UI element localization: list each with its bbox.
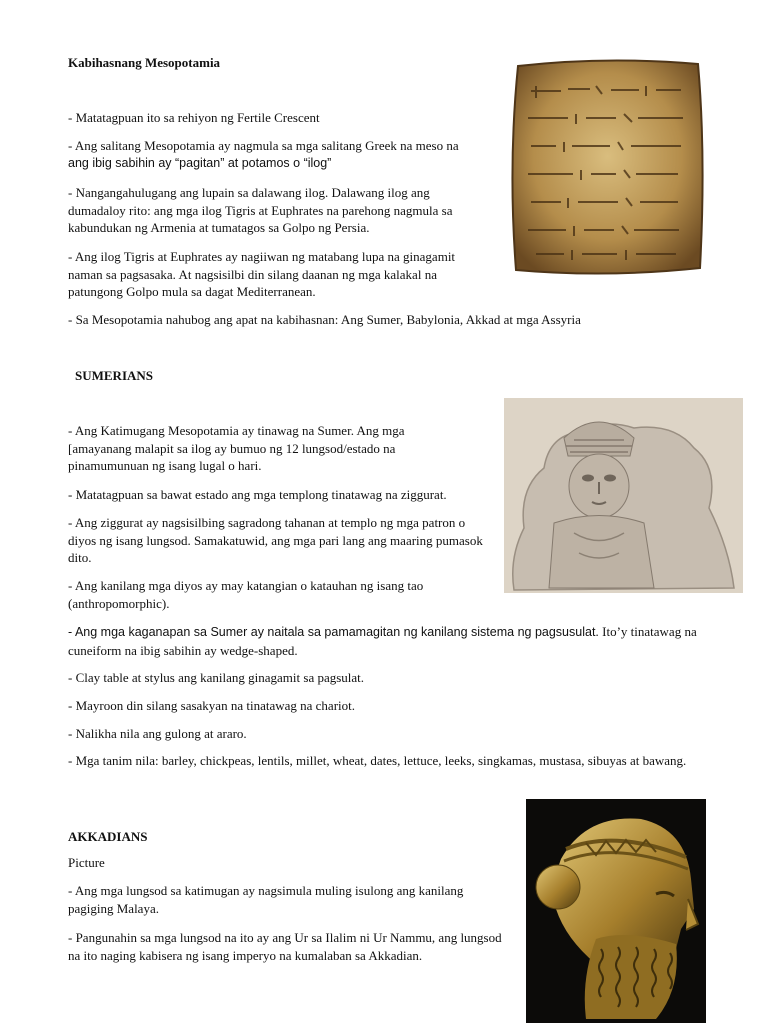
paragraph-line: - Ang salitang Mesopotamia ay nagmula sa mga salitang Greek na meso na [68, 138, 459, 153]
paragraph: - Pangunahin sa mga lungsod na ito ay ang Ur sa Ilalim ni Ur Nammu, ang lungsod na ito naging kabisera ng isang imperyo na kumalaban sa Akkadian. [68, 930, 502, 963]
akkadian-head-image [526, 799, 706, 1023]
paragraph: - Ang kanilang mga diyos ay may katangian o katauhan ng isang tao (anthropomorphic). [68, 578, 424, 611]
paragraph: - Clay table at stylus ang kanilang ginagamit sa pagsulat. [68, 670, 365, 685]
paragraph: - Matatagpuan sa bawat estado ang mga templong tinatawag na ziggurat. [68, 487, 447, 502]
paragraph-span: Ito’y tinatawag na cuneiform na ibig sabihin ay wedge-shaped. [68, 624, 697, 658]
paragraph: - Ang mga lungsod sa katimugan ay nagsimula muling isulong ang kanilang pagiging Malaya. [68, 883, 464, 916]
paragraph [68, 623, 708, 659]
paragraph: - Nangangahulugang ang lupain sa dalawang ilog. Dalawang ilog ang dumadaloy rito: ang mga ilog Tigris at Euphrates na parehong nagmula sa kabundukan ng Armenia at tumatagos sa Golpo ng Persia. [68, 185, 453, 235]
paragraph [68, 137, 493, 172]
bronze-head-icon [526, 799, 706, 1023]
sumerian-relief-image [504, 398, 743, 593]
paragraph: - Matatagpuan ito sa rehiyon ng Fertile Crescent [68, 110, 320, 125]
paragraph: - Ang Katimugang Mesopotamia ay tinawag na Sumer. Ang mga [amayanang malapit sa ilog ay bumuo ng 12 lungsod/estado na pinamumunuan ng isang lugal o hari. [68, 423, 405, 473]
paragraph-span: - Ang mga kaganapan sa Sumer ay naitala sa pamamagitan ng kanilang sistema ng pagsusulat. [68, 625, 599, 639]
clay-tablet-image [506, 56, 708, 278]
heading-sumerians: SUMERIANS [75, 368, 154, 383]
clay-tablet-icon [506, 56, 708, 278]
heading-mesopotamia: Kabihasnang Mesopotamia [68, 55, 221, 70]
paragraph: - Ang ziggurat ay nagsisilbing sagradong tahanan at templo ng mga patron o diyos ng isang lungsod. Samakatuwid, ang mga pari lang ang maaring pumasok dito. [68, 515, 483, 565]
paragraph: - Sa Mesopotamia nahubog ang apat na kabihasnan: Ang Sumer, Babylonia, Akkad at mga Assyria [68, 312, 581, 327]
paragraph: - Mayroon din silang sasakyan na tinatawag na chariot. [68, 698, 355, 713]
stone-relief-icon [504, 398, 743, 593]
heading-akkadians: AKKADIANS [68, 829, 148, 844]
paragraph: - Mga tanim nila: barley, chickpeas, lentils, millet, wheat, dates, lettuce, leeks, singkamas, mustasa, sibuyas at bawang. [68, 753, 687, 768]
paragraph: - Ang ilog Tigris at Euphrates ay nagiiwan ng matabang lupa na ginagamit naman sa pagsasaka. At nagsisilbi din silang daanan ng mga kalakal na patungong Golpo mula sa dagat Mediterranean. [68, 249, 456, 299]
picture-label: Picture [68, 855, 105, 870]
paragraph: - Nalikha nila ang gulong at araro. [68, 726, 247, 741]
paragraph-line: ang ibig sabihin ay “pagitan” at potamos o “ilog” [68, 155, 332, 170]
